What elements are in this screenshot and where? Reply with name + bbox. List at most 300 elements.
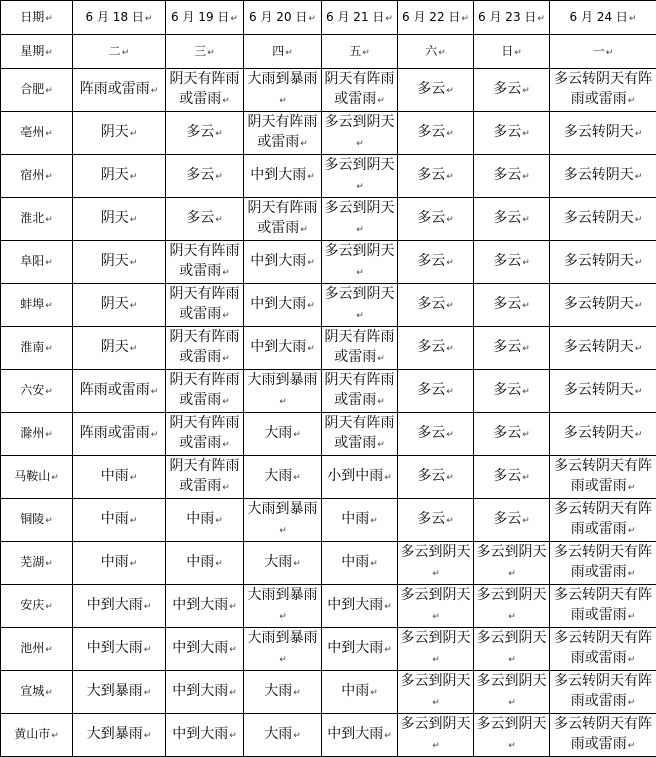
- cell-end-mark: ↵: [461, 14, 469, 24]
- cell-end-mark: ↵: [356, 268, 364, 278]
- cell-end-mark: ↵: [635, 172, 643, 182]
- forecast-cell: [73, 542, 166, 585]
- cell-end-mark: ↵: [522, 473, 530, 483]
- cell-end-mark: ↵: [370, 559, 378, 569]
- city-name: 淮南: [20, 340, 44, 354]
- forecast-text: 中到大雨: [327, 726, 383, 742]
- weekday-cell: [398, 35, 474, 69]
- cell-end-mark: ↵: [130, 215, 138, 225]
- forecast-cell: [550, 456, 656, 499]
- forecast-text: 大雨到暴雨: [248, 71, 318, 87]
- cell-end-mark: ↵: [130, 172, 138, 182]
- forecast-text: 多云转阴天有阵雨或雷雨: [554, 501, 652, 537]
- cell-end-mark: ↵: [432, 612, 440, 622]
- forecast-text: 多云到阴天: [477, 587, 547, 603]
- forecast-cell: [474, 628, 550, 671]
- forecast-cell: [322, 198, 398, 241]
- forecast-text: 多云转阴天: [564, 425, 634, 441]
- city-row: [1, 671, 656, 714]
- cell-end-mark: ↵: [130, 516, 138, 526]
- cell-end-mark: ↵: [144, 688, 152, 698]
- forecast-cell: [73, 241, 166, 284]
- weekday-text: 四: [272, 44, 284, 58]
- cell-end-mark: ↵: [45, 172, 53, 182]
- city-row: [1, 628, 656, 671]
- city-cell: [1, 370, 73, 413]
- cell-end-mark: ↵: [446, 473, 454, 483]
- city-name: 阜阳: [20, 254, 44, 268]
- forecast-cell: [474, 671, 550, 714]
- cell-end-mark: ↵: [635, 215, 643, 225]
- cell-end-mark: ↵: [222, 440, 230, 450]
- weekday-cell: [322, 35, 398, 69]
- cell-end-mark: ↵: [508, 612, 516, 622]
- city-name: 亳州: [20, 125, 44, 139]
- forecast-cell: [322, 671, 398, 714]
- city-name: 马鞍山: [14, 469, 50, 483]
- cell-end-mark: ↵: [45, 688, 53, 698]
- forecast-cell: [166, 714, 244, 757]
- city-cell: [1, 198, 73, 241]
- forecast-cell: [474, 284, 550, 327]
- forecast-cell: [550, 714, 656, 757]
- forecast-cell: [244, 241, 322, 284]
- forecast-text: 中到大雨: [327, 597, 383, 613]
- cell-end-mark: ↵: [356, 182, 364, 192]
- cell-end-mark: ↵: [432, 655, 440, 665]
- forecast-cell: [550, 241, 656, 284]
- forecast-text: 中雨: [101, 468, 129, 484]
- forecast-cell: [244, 456, 322, 499]
- cell-end-mark: ↵: [508, 655, 516, 665]
- forecast-cell: [244, 413, 322, 456]
- cell-end-mark: ↵: [446, 172, 454, 182]
- forecast-text: 多云: [493, 124, 521, 140]
- forecast-text: 大雨到暴雨: [248, 630, 318, 646]
- cell-end-mark: ↵: [432, 569, 440, 579]
- cell-end-mark: ↵: [151, 387, 159, 397]
- forecast-cell: [322, 370, 398, 413]
- cell-end-mark: ↵: [230, 14, 238, 24]
- weekday-text: 五: [349, 44, 361, 58]
- city-cell: [1, 499, 73, 542]
- city-row: [1, 198, 656, 241]
- cell-end-mark: ↵: [45, 301, 53, 311]
- forecast-cell: [73, 499, 166, 542]
- forecast-text: 多云到阴天: [477, 544, 547, 560]
- forecast-text: 阴天有阵雨或雷雨: [325, 329, 395, 365]
- cell-end-mark: ↵: [635, 258, 643, 268]
- forecast-text: 阴天: [101, 124, 129, 140]
- cell-end-mark: ↵: [45, 48, 53, 58]
- date-text: 6 月 18 日: [86, 10, 144, 24]
- forecast-text: 阴天: [101, 253, 129, 269]
- city-cell: [1, 456, 73, 499]
- cell-end-mark: ↵: [635, 301, 643, 311]
- cell-end-mark: ↵: [628, 96, 636, 106]
- forecast-text: 多云到阴天: [401, 716, 471, 732]
- cell-end-mark: ↵: [537, 14, 545, 24]
- forecast-cell: [166, 198, 244, 241]
- cell-end-mark: ↵: [432, 698, 440, 708]
- city-row: [1, 714, 656, 757]
- cell-end-mark: ↵: [628, 698, 636, 708]
- forecast-text: 中雨: [186, 554, 214, 570]
- forecast-cell: [73, 456, 166, 499]
- forecast-text: 多云: [417, 339, 445, 355]
- city-row: [1, 241, 656, 284]
- forecast-text: 中雨: [341, 683, 369, 699]
- forecast-text: 多云转阴天: [564, 382, 634, 398]
- cell-end-mark: ↵: [635, 387, 643, 397]
- forecast-cell: [474, 456, 550, 499]
- weekday-text: 二: [109, 44, 121, 58]
- weekday-label: 星期: [20, 44, 44, 58]
- cell-end-mark: ↵: [151, 86, 159, 96]
- forecast-text: 多云转阴天: [564, 124, 634, 140]
- forecast-cell: [550, 112, 656, 155]
- forecast-text: 阴天有阵雨或雷雨: [170, 71, 240, 107]
- forecast-cell: [166, 327, 244, 370]
- cell-end-mark: ↵: [522, 344, 530, 354]
- city-cell: [1, 69, 73, 112]
- city-name: 合肥: [20, 82, 44, 96]
- date-cell: [474, 1, 550, 35]
- forecast-cell: [244, 671, 322, 714]
- forecast-text: 中雨: [101, 554, 129, 570]
- forecast-text: 多云: [186, 167, 214, 183]
- cell-end-mark: ↵: [384, 602, 392, 612]
- city-name: 宿州: [20, 168, 44, 182]
- forecast-text: 中到大雨: [87, 640, 143, 656]
- forecast-text: 多云: [417, 511, 445, 527]
- cell-end-mark: ↵: [307, 344, 315, 354]
- city-name: 滁州: [20, 426, 44, 440]
- forecast-cell: [474, 112, 550, 155]
- forecast-cell: [398, 241, 474, 284]
- weekday-label-cell: [1, 35, 73, 69]
- forecast-text: 大雨: [264, 726, 292, 742]
- forecast-cell: [550, 628, 656, 671]
- cell-end-mark: ↵: [628, 741, 636, 751]
- forecast-text: 阴天有阵雨或雷雨: [325, 71, 395, 107]
- forecast-text: 阴天有阵雨或雷雨: [325, 415, 395, 451]
- cell-end-mark: ↵: [446, 301, 454, 311]
- forecast-text: 多云转阴天有阵雨或雷雨: [554, 673, 652, 709]
- cell-end-mark: ↵: [438, 48, 446, 58]
- forecast-text: 多云: [417, 81, 445, 97]
- cell-end-mark: ↵: [508, 569, 516, 579]
- cell-end-mark: ↵: [384, 645, 392, 655]
- forecast-cell: [398, 284, 474, 327]
- city-cell: [1, 671, 73, 714]
- cell-end-mark: ↵: [522, 258, 530, 268]
- forecast-cell: [550, 542, 656, 585]
- forecast-cell: [474, 585, 550, 628]
- weekday-row: [1, 35, 656, 69]
- forecast-cell: [166, 155, 244, 198]
- forecast-text: 多云到阴天: [325, 114, 395, 130]
- forecast-text: 多云: [493, 81, 521, 97]
- cell-end-mark: ↵: [293, 430, 301, 440]
- forecast-cell: [550, 284, 656, 327]
- cell-end-mark: ↵: [370, 516, 378, 526]
- forecast-text: 多云: [493, 253, 521, 269]
- forecast-cell: [398, 714, 474, 757]
- cell-end-mark: ↵: [215, 129, 223, 139]
- cell-end-mark: ↵: [279, 397, 287, 407]
- forecast-text: 多云到阴天: [325, 157, 395, 173]
- date-text: 6 月 24 日: [570, 10, 628, 24]
- cell-end-mark: ↵: [446, 86, 454, 96]
- forecast-cell: [322, 327, 398, 370]
- forecast-text: 阴天有阵雨或雷雨: [170, 243, 240, 279]
- city-row: [1, 284, 656, 327]
- cell-end-mark: ↵: [377, 96, 385, 106]
- cell-end-mark: ↵: [522, 516, 530, 526]
- forecast-cell: [73, 155, 166, 198]
- cell-end-mark: ↵: [215, 215, 223, 225]
- city-row: [1, 413, 656, 456]
- forecast-text: 中到大雨: [250, 339, 306, 355]
- forecast-text: 大雨到暴雨: [248, 587, 318, 603]
- weekday-cell: [166, 35, 244, 69]
- city-row: [1, 327, 656, 370]
- forecast-cell: [166, 284, 244, 327]
- date-header-row: [1, 1, 656, 35]
- cell-end-mark: ↵: [222, 96, 230, 106]
- forecast-text: 多云: [493, 468, 521, 484]
- forecast-text: 多云转阴天: [564, 339, 634, 355]
- forecast-text: 多云转阴天有阵雨或雷雨: [554, 544, 652, 580]
- city-cell: [1, 155, 73, 198]
- forecast-cell: [322, 112, 398, 155]
- forecast-text: 大雨: [264, 554, 292, 570]
- forecast-cell: [166, 542, 244, 585]
- cell-end-mark: ↵: [215, 516, 223, 526]
- city-row: [1, 112, 656, 155]
- cell-end-mark: ↵: [522, 301, 530, 311]
- forecast-cell: [322, 69, 398, 112]
- cell-end-mark: ↵: [606, 48, 614, 58]
- cell-end-mark: ↵: [130, 258, 138, 268]
- forecast-cell: [398, 671, 474, 714]
- cell-end-mark: ↵: [45, 516, 53, 526]
- forecast-cell: [474, 327, 550, 370]
- forecast-cell: [244, 585, 322, 628]
- cell-end-mark: ↵: [307, 172, 315, 182]
- city-name: 铜陵: [20, 512, 44, 526]
- forecast-text: 多云到阴天: [325, 200, 395, 216]
- cell-end-mark: ↵: [514, 48, 522, 58]
- cell-end-mark: ↵: [229, 645, 237, 655]
- cell-end-mark: ↵: [229, 688, 237, 698]
- forecast-cell: [166, 112, 244, 155]
- cell-end-mark: ↵: [45, 344, 53, 354]
- cell-end-mark: ↵: [222, 354, 230, 364]
- city-name: 淮北: [20, 211, 44, 225]
- city-row: [1, 456, 656, 499]
- forecast-text: 多云转阴天: [564, 253, 634, 269]
- cell-end-mark: ↵: [215, 559, 223, 569]
- cell-end-mark: ↵: [522, 215, 530, 225]
- cell-end-mark: ↵: [356, 139, 364, 149]
- weekday-cell: [550, 35, 656, 69]
- date-text: 6 月 21 日: [326, 10, 384, 24]
- forecast-cell: [550, 585, 656, 628]
- city-cell: [1, 542, 73, 585]
- cell-end-mark: ↵: [628, 569, 636, 579]
- forecast-cell: [398, 112, 474, 155]
- cell-end-mark: ↵: [144, 602, 152, 612]
- forecast-text: 大雨: [264, 468, 292, 484]
- city-row: [1, 585, 656, 628]
- forecast-cell: [322, 585, 398, 628]
- cell-end-mark: ↵: [635, 129, 643, 139]
- forecast-cell: [398, 456, 474, 499]
- date-cell: [550, 1, 656, 35]
- forecast-text: 多云到阴天: [325, 286, 395, 302]
- cell-end-mark: ↵: [222, 397, 230, 407]
- city-row: [1, 542, 656, 585]
- forecast-text: 阴天有阵雨或雷雨: [248, 114, 318, 150]
- cell-end-mark: ↵: [215, 172, 223, 182]
- weekday-text: 三: [194, 44, 206, 58]
- cell-end-mark: ↵: [432, 741, 440, 751]
- forecast-cell: [474, 198, 550, 241]
- forecast-cell: [398, 198, 474, 241]
- cell-end-mark: ↵: [122, 48, 130, 58]
- cell-end-mark: ↵: [45, 215, 53, 225]
- cell-end-mark: ↵: [144, 645, 152, 655]
- forecast-text: 中到大雨: [172, 640, 228, 656]
- forecast-text: 多云: [493, 511, 521, 527]
- forecast-cell: [244, 714, 322, 757]
- forecast-text: 中雨: [341, 554, 369, 570]
- cell-end-mark: ↵: [522, 86, 530, 96]
- forecast-cell: [166, 413, 244, 456]
- forecast-cell: [474, 542, 550, 585]
- forecast-cell: [73, 284, 166, 327]
- forecast-text: 中雨: [101, 511, 129, 527]
- forecast-text: 大雨到暴雨: [248, 501, 318, 517]
- weekday-text: 日: [501, 44, 513, 58]
- cell-end-mark: ↵: [384, 473, 392, 483]
- forecast-text: 大雨: [264, 425, 292, 441]
- cell-end-mark: ↵: [522, 129, 530, 139]
- cell-end-mark: ↵: [279, 612, 287, 622]
- cell-end-mark: ↵: [145, 14, 153, 24]
- forecast-text: 多云: [417, 425, 445, 441]
- forecast-text: 大到暴雨: [87, 683, 143, 699]
- cell-end-mark: ↵: [45, 86, 53, 96]
- cell-end-mark: ↵: [130, 129, 138, 139]
- forecast-text: 阵雨或雷雨: [80, 382, 150, 398]
- forecast-cell: [550, 671, 656, 714]
- forecast-cell: [322, 714, 398, 757]
- forecast-cell: [322, 413, 398, 456]
- cell-end-mark: ↵: [522, 172, 530, 182]
- forecast-text: 多云转阴天: [564, 296, 634, 312]
- forecast-text: 多云到阴天: [401, 673, 471, 689]
- cell-end-mark: ↵: [293, 473, 301, 483]
- weekday-cell: [474, 35, 550, 69]
- cell-end-mark: ↵: [446, 516, 454, 526]
- forecast-text: 中雨: [186, 511, 214, 527]
- weekday-text: 六: [425, 44, 437, 58]
- city-name: 安庆: [20, 598, 44, 612]
- cell-end-mark: ↵: [293, 559, 301, 569]
- forecast-cell: [322, 628, 398, 671]
- forecast-text: 多云转阴天有阵雨或雷雨: [554, 630, 652, 666]
- date-label: 日期: [20, 10, 44, 24]
- forecast-cell: [474, 370, 550, 413]
- date-text: 6 月 22 日: [402, 10, 460, 24]
- forecast-text: 中到大雨: [172, 726, 228, 742]
- cell-end-mark: ↵: [45, 430, 53, 440]
- forecast-text: 多云: [417, 253, 445, 269]
- forecast-text: 多云: [186, 124, 214, 140]
- city-cell: [1, 714, 73, 757]
- forecast-text: 多云: [493, 296, 521, 312]
- city-cell: [1, 284, 73, 327]
- date-text: 6 月 23 日: [478, 10, 536, 24]
- date-label-cell: [1, 1, 73, 35]
- city-name: 池州: [20, 641, 44, 655]
- forecast-cell: [244, 112, 322, 155]
- date-cell: [166, 1, 244, 35]
- forecast-cell: [166, 499, 244, 542]
- cell-end-mark: ↵: [222, 268, 230, 278]
- cell-end-mark: ↵: [446, 258, 454, 268]
- cell-end-mark: ↵: [508, 741, 516, 751]
- forecast-text: 多云转阴天: [564, 167, 634, 183]
- forecast-text: 阴天有阵雨或雷雨: [170, 415, 240, 451]
- forecast-cell: [398, 327, 474, 370]
- cell-end-mark: ↵: [45, 387, 53, 397]
- forecast-cell: [550, 155, 656, 198]
- city-name: 宣城: [20, 684, 44, 698]
- cell-end-mark: ↵: [522, 430, 530, 440]
- forecast-cell: [73, 671, 166, 714]
- forecast-cell: [244, 198, 322, 241]
- cell-end-mark: ↵: [629, 14, 637, 24]
- date-cell: [244, 1, 322, 35]
- forecast-text: 多云转阴天有阵雨或雷雨: [554, 716, 652, 752]
- forecast-cell: [474, 714, 550, 757]
- forecast-text: 多云到阴天: [401, 630, 471, 646]
- cell-end-mark: ↵: [384, 731, 392, 741]
- forecast-cell: [474, 241, 550, 284]
- forecast-cell: [73, 628, 166, 671]
- cell-end-mark: ↵: [293, 688, 301, 698]
- forecast-cell: [244, 327, 322, 370]
- cell-end-mark: ↵: [635, 430, 643, 440]
- cell-end-mark: ↵: [508, 698, 516, 708]
- forecast-cell: [550, 69, 656, 112]
- forecast-cell: [322, 284, 398, 327]
- table-body: [1, 1, 656, 757]
- cell-end-mark: ↵: [356, 225, 364, 235]
- forecast-cell: [550, 499, 656, 542]
- cell-end-mark: ↵: [362, 48, 370, 58]
- cell-end-mark: ↵: [229, 602, 237, 612]
- forecast-text: 多云: [417, 210, 445, 226]
- forecast-text: 中到大雨: [250, 167, 306, 183]
- forecast-text: 阴天: [101, 167, 129, 183]
- cell-end-mark: ↵: [522, 387, 530, 397]
- city-cell: [1, 112, 73, 155]
